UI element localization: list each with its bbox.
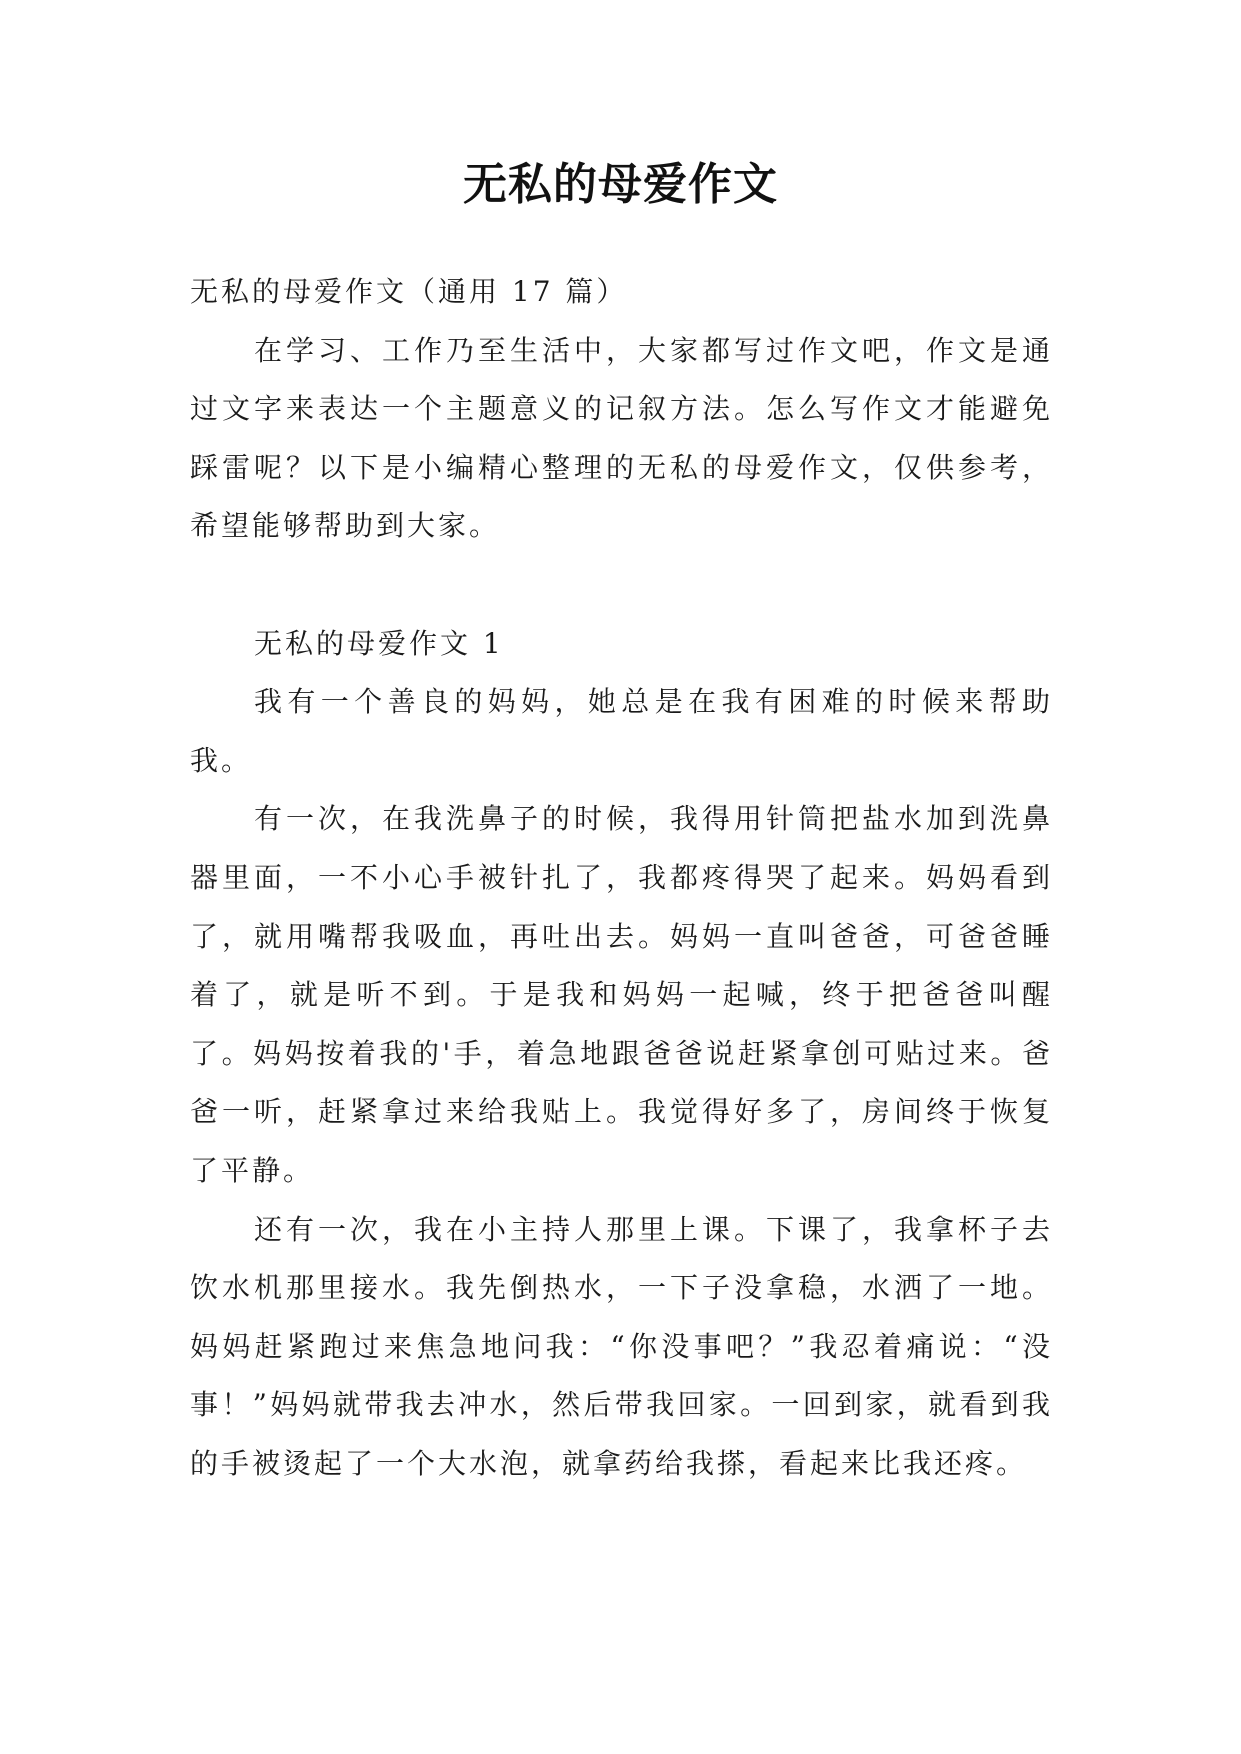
intro-paragraph: 在学习、工作乃至生活中，大家都写过作文吧，作文是通过文字来表达一个主题意义的记叙方法。怎么写作文才能避免踩雷呢？以下是小编精心整理的无私的母爱作文，仅供参考，希望能够帮助到大家。 [190,333,1053,543]
document-body [190,263,1053,1493]
paragraph-spacer [190,556,1053,615]
section-heading: 无私的母爱作文 1 [254,626,504,660]
body-paragraph-1: 我有一个善良的妈妈，她总是在我有困难的时候来帮助我。 [190,685,1053,777]
document-subtitle: 无私的母爱作文（通用 17 篇） [190,275,628,308]
document-title: 无私的母爱作文 [463,159,778,210]
body-paragraph-3: 还有一次，我在小主持人那里上课。下课了，我拿杯子去饮水机那里接水。我先倒热水，一下子没拿稳，水洒了一地。妈妈赶紧跑过来焦急地问我：“你没事吧？”我忍着痛说：“没事！”妈妈就带我去冲水，然后带我回家。一回到家，就看到我的手被烫起了一个大水泡，就拿药给我搽，看起来比我还疼。 [190,1212,1053,1480]
body-paragraph-2: 有一次，在我洗鼻子的时候，我得用针筒把盐水加到洗鼻器里面，一不小心手被针扎了，我都疼得哭了起来。妈妈看到了，就用嘴帮我吸血，再吐出去。妈妈一直叫爸爸，可爸爸睡着了，就是听不到。于是我和妈妈一起喊，终于把爸爸叫醒了。妈妈按着我的'手，着急地跟爸爸说赶紧拿创可贴过来。爸爸一听，赶紧拿过来给我贴上。我觉得好多了，房间终于恢复了平静。 [190,802,1053,1187]
